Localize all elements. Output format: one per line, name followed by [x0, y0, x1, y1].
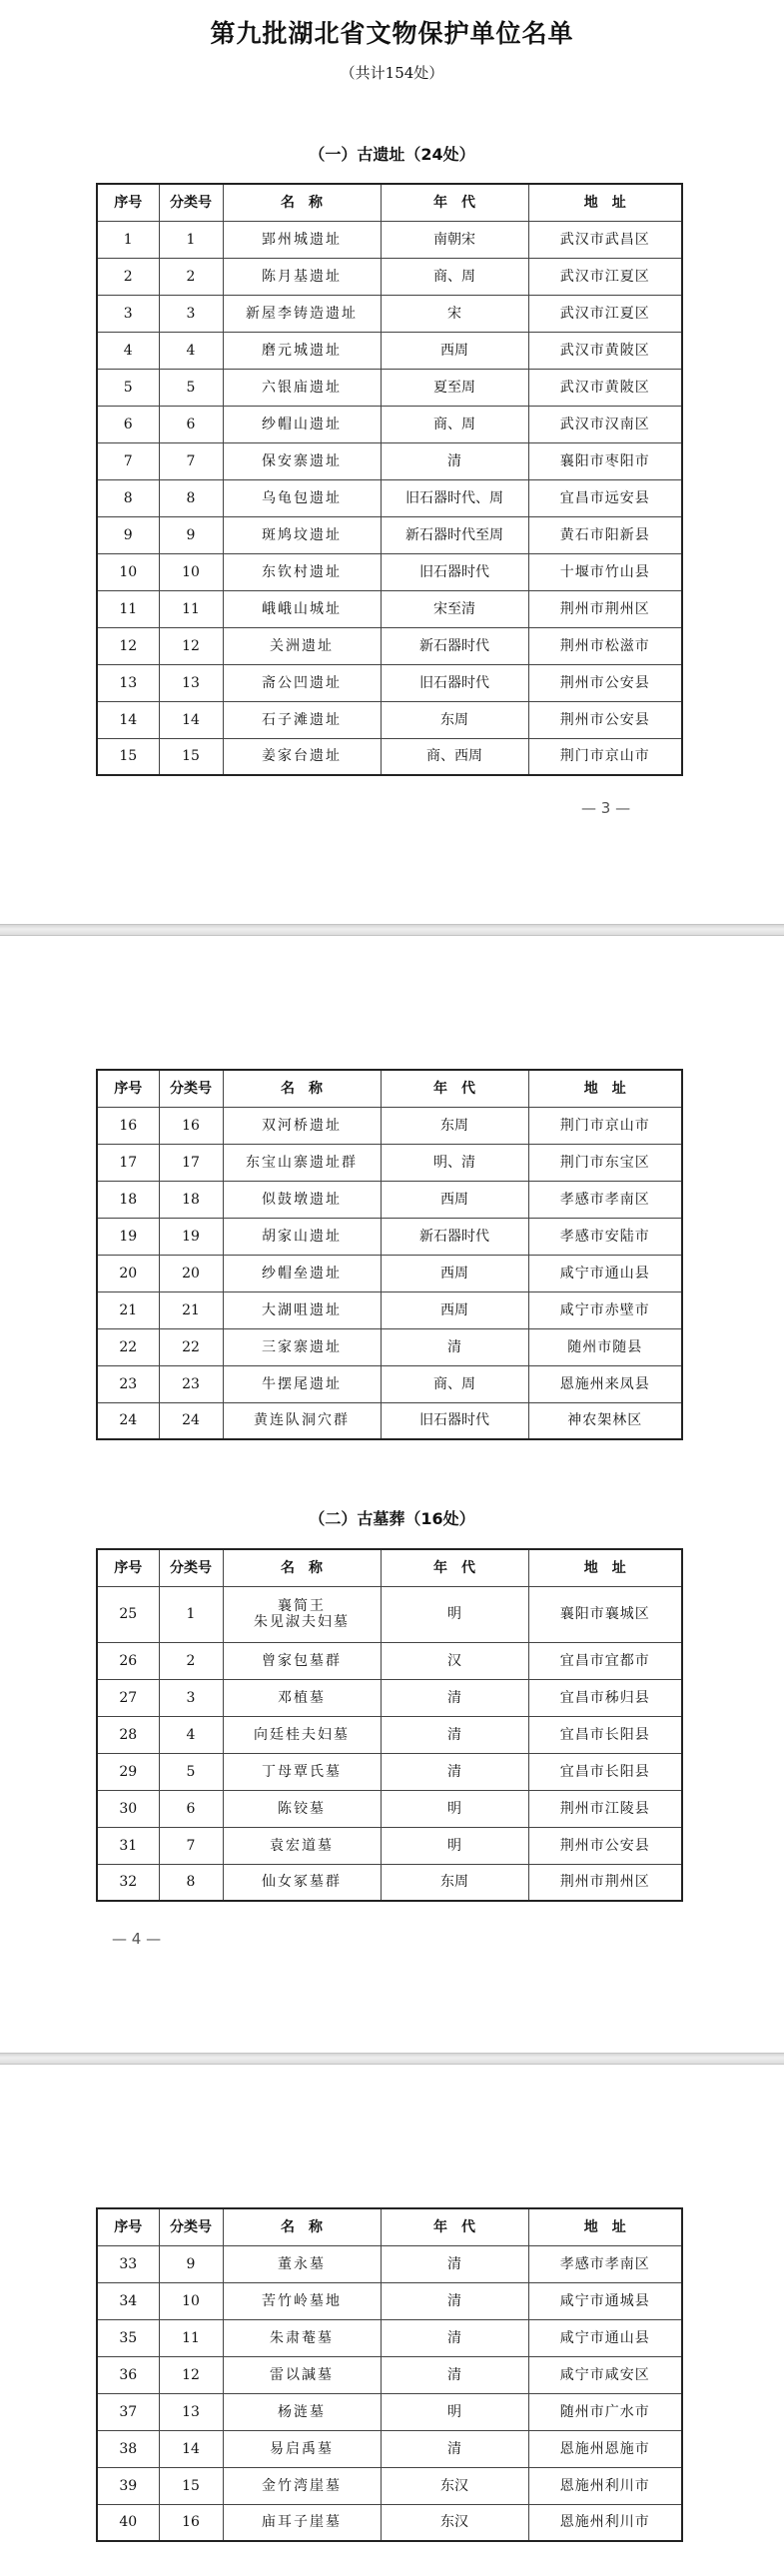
name-cell: 大湖咀遗址	[223, 1291, 381, 1328]
name-cell: 三家寨遗址	[223, 1328, 381, 1365]
class-cell: 5	[159, 369, 223, 406]
table-row	[97, 1291, 682, 1328]
era-cell: 商、周	[381, 406, 528, 442]
name-cell: 苦竹岭墓地	[223, 2282, 381, 2319]
location-cell: 荆州市江陵县	[528, 1790, 682, 1827]
location-cell: 恩施州恩施市	[528, 2430, 682, 2467]
name-cell: 保安寨遗址	[223, 442, 381, 479]
location-cell: 咸宁市赤壁市	[528, 1291, 682, 1328]
class-cell: 16	[159, 1107, 223, 1144]
name-col-header: 名 称	[223, 184, 381, 221]
name-col-header: 名 称	[223, 2208, 381, 2245]
era-cell: 东周	[381, 701, 528, 738]
table-row	[97, 1827, 682, 1864]
seq-cell: 1	[97, 221, 159, 258]
class-cell: 6	[159, 406, 223, 442]
document-title: 第九批湖北省文物保护单位名单	[210, 19, 574, 48]
location-col-header: 地 址	[528, 2208, 682, 2245]
era-cell: 西周	[381, 332, 528, 369]
table-row	[97, 1402, 682, 1439]
name-cell: 东钦村遗址	[223, 553, 381, 590]
document-subtitle: （共计154处）	[340, 64, 444, 82]
era-cell: 东汉	[381, 2467, 528, 2504]
seq-cell: 11	[97, 590, 159, 627]
location-cell: 荆州市松滋市	[528, 627, 682, 664]
name-cell: 仙女冢墓群	[223, 1864, 381, 1901]
table-row	[97, 1716, 682, 1753]
seq-cell: 19	[97, 1218, 159, 1255]
seq-cell: 35	[97, 2319, 159, 2356]
table-row	[97, 516, 682, 553]
location-col-header: 地 址	[528, 1070, 682, 1107]
class-col-header: 分类号	[159, 2208, 223, 2245]
location-cell: 荆州市公安县	[528, 1827, 682, 1864]
class-cell: 17	[159, 1144, 223, 1181]
seq-col-header: 序号	[97, 2208, 159, 2245]
class-cell: 8	[159, 1864, 223, 1901]
name-cell: 朱肃菴墓	[223, 2319, 381, 2356]
name-cell: 曾家包墓群	[223, 1642, 381, 1679]
table-row	[97, 1790, 682, 1827]
class-cell: 2	[159, 1642, 223, 1679]
name-cell: 袁宏道墓	[223, 1827, 381, 1864]
era-cell: 清	[381, 442, 528, 479]
class-cell: 10	[159, 553, 223, 590]
era-cell: 商、西周	[381, 738, 528, 775]
table-row	[97, 1586, 682, 1642]
seq-cell: 31	[97, 1827, 159, 1864]
seq-cell: 26	[97, 1642, 159, 1679]
class-cell: 13	[159, 664, 223, 701]
name-cell: 襄简王 朱见淑夫妇墓	[223, 1586, 381, 1642]
seq-cell: 5	[97, 369, 159, 406]
table-row	[97, 258, 682, 295]
class-cell: 15	[159, 2467, 223, 2504]
location-cell: 宜昌市秭归县	[528, 1679, 682, 1716]
name-cell: 乌龟包遗址	[223, 479, 381, 516]
table-row	[97, 1144, 682, 1181]
class-cell: 12	[159, 627, 223, 664]
class-cell: 16	[159, 2504, 223, 2541]
table-header-row	[97, 1070, 682, 1107]
era-cell: 旧石器时代、周	[381, 479, 528, 516]
table-row	[97, 738, 682, 775]
era-cell: 商、周	[381, 258, 528, 295]
table-row	[97, 627, 682, 664]
seq-cell: 40	[97, 2504, 159, 2541]
name-cell: 雷以諴墓	[223, 2356, 381, 2393]
era-cell: 明	[381, 1586, 528, 1642]
table-row	[97, 2393, 682, 2430]
era-cell: 清	[381, 2430, 528, 2467]
era-cell: 西周	[381, 1291, 528, 1328]
era-cell: 汉	[381, 1642, 528, 1679]
table-row	[97, 1328, 682, 1365]
era-cell: 清	[381, 1716, 528, 1753]
name-cell: 峨峨山城址	[223, 590, 381, 627]
name-cell: 东宝山寨遗址群	[223, 1144, 381, 1181]
class-cell: 1	[159, 221, 223, 258]
era-cell: 清	[381, 2282, 528, 2319]
location-cell: 随州市广水市	[528, 2393, 682, 2430]
table-row	[97, 2356, 682, 2393]
name-cell: 董永墓	[223, 2245, 381, 2282]
era-cell: 新石器时代至周	[381, 516, 528, 553]
table-row	[97, 295, 682, 332]
seq-cell: 30	[97, 1790, 159, 1827]
name-cell: 金竹湾崖墓	[223, 2467, 381, 2504]
location-col-header: 地 址	[528, 1549, 682, 1586]
location-cell: 恩施州利川市	[528, 2504, 682, 2541]
tombs-table-part1	[96, 1548, 683, 1902]
class-cell: 24	[159, 1402, 223, 1439]
seq-cell: 9	[97, 516, 159, 553]
seq-col-header: 序号	[97, 184, 159, 221]
seq-cell: 2	[97, 258, 159, 295]
class-cell: 9	[159, 516, 223, 553]
name-cell: 斋公凹遗址	[223, 664, 381, 701]
name-cell: 陈月基遗址	[223, 258, 381, 295]
location-cell: 宜昌市长阳县	[528, 1716, 682, 1753]
location-cell: 神农架林区	[528, 1402, 682, 1439]
location-cell: 武汉市汉南区	[528, 406, 682, 442]
table-row	[97, 1642, 682, 1679]
location-cell: 咸宁市通城县	[528, 2282, 682, 2319]
location-cell: 黄石市阳新县	[528, 516, 682, 553]
seq-cell: 7	[97, 442, 159, 479]
table-row	[97, 1107, 682, 1144]
seq-cell: 20	[97, 1255, 159, 1291]
name-cell: 新屋李铸造遗址	[223, 295, 381, 332]
seq-cell: 18	[97, 1181, 159, 1218]
table-row	[97, 2430, 682, 2467]
class-col-header: 分类号	[159, 1549, 223, 1586]
name-cell: 关洲遗址	[223, 627, 381, 664]
name-cell: 陈铰墓	[223, 1790, 381, 1827]
location-cell: 武汉市江夏区	[528, 295, 682, 332]
class-cell: 20	[159, 1255, 223, 1291]
location-cell: 襄阳市枣阳市	[528, 442, 682, 479]
era-cell: 清	[381, 1679, 528, 1716]
era-col-header: 年 代	[381, 184, 528, 221]
era-cell: 宋至清	[381, 590, 528, 627]
era-cell: 宋	[381, 295, 528, 332]
location-cell: 十堰市竹山县	[528, 553, 682, 590]
era-col-header: 年 代	[381, 1070, 528, 1107]
location-cell: 荆门市京山市	[528, 738, 682, 775]
class-cell: 4	[159, 1716, 223, 1753]
class-cell: 6	[159, 1790, 223, 1827]
seq-cell: 4	[97, 332, 159, 369]
location-cell: 咸宁市通山县	[528, 1255, 682, 1291]
seq-col-header: 序号	[97, 1070, 159, 1107]
table-row	[97, 221, 682, 258]
name-cell: 斑鸠坟遗址	[223, 516, 381, 553]
era-col-header: 年 代	[381, 1549, 528, 1586]
class-col-header: 分类号	[159, 1070, 223, 1107]
class-cell: 13	[159, 2393, 223, 2430]
location-cell: 荆州市公安县	[528, 664, 682, 701]
class-cell: 19	[159, 1218, 223, 1255]
seq-cell: 12	[97, 627, 159, 664]
table-row	[97, 2319, 682, 2356]
seq-col-header: 序号	[97, 1549, 159, 1586]
table-row	[97, 1753, 682, 1790]
era-cell: 清	[381, 2245, 528, 2282]
page-1	[0, 0, 784, 924]
seq-cell: 22	[97, 1328, 159, 1365]
name-cell: 石子滩遗址	[223, 701, 381, 738]
location-cell: 孝感市孝南区	[528, 1181, 682, 1218]
era-cell: 清	[381, 2319, 528, 2356]
class-cell: 14	[159, 2430, 223, 2467]
name-cell: 似鼓墩遗址	[223, 1181, 381, 1218]
name-cell: 庙耳子崖墓	[223, 2504, 381, 2541]
table-row	[97, 1255, 682, 1291]
location-cell: 恩施州利川市	[528, 2467, 682, 2504]
class-cell: 1	[159, 1586, 223, 1642]
location-cell: 武汉市黄陂区	[528, 369, 682, 406]
seq-cell: 21	[97, 1291, 159, 1328]
seq-cell: 25	[97, 1586, 159, 1642]
location-cell: 恩施州来凤县	[528, 1365, 682, 1402]
class-cell: 8	[159, 479, 223, 516]
table-row	[97, 2282, 682, 2319]
table-header-row	[97, 2208, 682, 2245]
seq-cell: 24	[97, 1402, 159, 1439]
era-cell: 清	[381, 1328, 528, 1365]
era-col-header: 年 代	[381, 2208, 528, 2245]
table-row	[97, 2467, 682, 2504]
era-cell: 西周	[381, 1181, 528, 1218]
location-cell: 荆州市荆州区	[528, 590, 682, 627]
location-cell: 咸宁市通山县	[528, 2319, 682, 2356]
seq-cell: 8	[97, 479, 159, 516]
name-cell: 郢州城遗址	[223, 221, 381, 258]
class-cell: 10	[159, 2282, 223, 2319]
location-cell: 荆门市东宝区	[528, 1144, 682, 1181]
table-row	[97, 590, 682, 627]
location-col-header: 地 址	[528, 184, 682, 221]
table-row	[97, 2504, 682, 2541]
location-cell: 武汉市武昌区	[528, 221, 682, 258]
table-row	[97, 479, 682, 516]
era-cell: 旧石器时代	[381, 664, 528, 701]
seq-cell: 10	[97, 553, 159, 590]
class-cell: 3	[159, 295, 223, 332]
name-cell: 姜家台遗址	[223, 738, 381, 775]
seq-cell: 34	[97, 2282, 159, 2319]
name-cell: 杨涟墓	[223, 2393, 381, 2430]
location-cell: 武汉市黄陂区	[528, 332, 682, 369]
seq-cell: 38	[97, 2430, 159, 2467]
seq-cell: 32	[97, 1864, 159, 1901]
seq-cell: 14	[97, 701, 159, 738]
table-row	[97, 442, 682, 479]
class-cell: 7	[159, 442, 223, 479]
era-cell: 南朝宋	[381, 221, 528, 258]
era-cell: 东周	[381, 1107, 528, 1144]
table-row	[97, 1218, 682, 1255]
name-cell: 双河桥遗址	[223, 1107, 381, 1144]
table-row	[97, 406, 682, 442]
seq-cell: 23	[97, 1365, 159, 1402]
page-separator	[0, 2053, 784, 2065]
era-cell: 东周	[381, 1864, 528, 1901]
era-cell: 夏至周	[381, 369, 528, 406]
class-cell: 11	[159, 590, 223, 627]
class-cell: 9	[159, 2245, 223, 2282]
table-row	[97, 1679, 682, 1716]
seq-cell: 16	[97, 1107, 159, 1144]
location-cell: 荆州市公安县	[528, 701, 682, 738]
era-cell: 清	[381, 1753, 528, 1790]
seq-cell: 36	[97, 2356, 159, 2393]
table-row	[97, 332, 682, 369]
seq-cell: 6	[97, 406, 159, 442]
location-cell: 咸宁市咸安区	[528, 2356, 682, 2393]
table-row	[97, 1864, 682, 1901]
class-cell: 22	[159, 1328, 223, 1365]
class-cell: 23	[159, 1365, 223, 1402]
name-col-header: 名 称	[223, 1070, 381, 1107]
class-cell: 5	[159, 1753, 223, 1790]
class-cell: 2	[159, 258, 223, 295]
class-cell: 21	[159, 1291, 223, 1328]
seq-cell: 13	[97, 664, 159, 701]
era-cell: 清	[381, 2356, 528, 2393]
table-header-row	[97, 1549, 682, 1586]
class-cell: 18	[159, 1181, 223, 1218]
seq-cell: 28	[97, 1716, 159, 1753]
seq-cell: 17	[97, 1144, 159, 1181]
era-cell: 明、清	[381, 1144, 528, 1181]
location-cell: 宜昌市长阳县	[528, 1753, 682, 1790]
name-cell: 易启禹墓	[223, 2430, 381, 2467]
seq-cell: 3	[97, 295, 159, 332]
class-col-header: 分类号	[159, 184, 223, 221]
location-cell: 武汉市江夏区	[528, 258, 682, 295]
class-cell: 11	[159, 2319, 223, 2356]
name-cell: 胡家山遗址	[223, 1218, 381, 1255]
page-separator	[0, 924, 784, 936]
era-cell: 明	[381, 1827, 528, 1864]
era-cell: 西周	[381, 1255, 528, 1291]
name-cell: 纱帽山遗址	[223, 406, 381, 442]
table-row	[97, 664, 682, 701]
seq-cell: 27	[97, 1679, 159, 1716]
section-heading-tombs: （二）古墓葬（16处）	[309, 1509, 475, 1528]
sites-table-part1	[96, 183, 683, 776]
class-cell: 15	[159, 738, 223, 775]
location-cell: 荆州市荆州区	[528, 1864, 682, 1901]
section-heading-sites: （一）古遗址（24处）	[309, 145, 475, 164]
era-cell: 新石器时代	[381, 627, 528, 664]
name-cell: 六银庙遗址	[223, 369, 381, 406]
era-cell: 东汉	[381, 2504, 528, 2541]
era-cell: 商、周	[381, 1365, 528, 1402]
table-row	[97, 1181, 682, 1218]
name-cell: 牛摆尾遗址	[223, 1365, 381, 1402]
class-cell: 7	[159, 1827, 223, 1864]
class-cell: 12	[159, 2356, 223, 2393]
name-cell: 磨元城遗址	[223, 332, 381, 369]
name-cell: 纱帽垒遗址	[223, 1255, 381, 1291]
tombs-table-part2	[96, 2207, 683, 2542]
class-cell: 3	[159, 1679, 223, 1716]
location-cell: 孝感市孝南区	[528, 2245, 682, 2282]
name-cell: 黄连队洞穴群	[223, 1402, 381, 1439]
era-cell: 明	[381, 1790, 528, 1827]
table-row	[97, 553, 682, 590]
class-cell: 14	[159, 701, 223, 738]
class-cell: 4	[159, 332, 223, 369]
location-cell: 孝感市安陆市	[528, 1218, 682, 1255]
era-cell: 明	[381, 2393, 528, 2430]
era-cell: 旧石器时代	[381, 1402, 528, 1439]
table-row	[97, 2245, 682, 2282]
name-cell: 向廷桂夫妇墓	[223, 1716, 381, 1753]
name-cell: 邓植墓	[223, 1679, 381, 1716]
seq-cell: 37	[97, 2393, 159, 2430]
table-header-row	[97, 184, 682, 221]
era-cell: 旧石器时代	[381, 553, 528, 590]
seq-cell: 29	[97, 1753, 159, 1790]
location-cell: 随州市随县	[528, 1328, 682, 1365]
table-row	[97, 1365, 682, 1402]
location-cell: 荆门市京山市	[528, 1107, 682, 1144]
page-number: — 4 —	[112, 1930, 162, 1948]
name-col-header: 名 称	[223, 1549, 381, 1586]
table-row	[97, 701, 682, 738]
table-row	[97, 369, 682, 406]
seq-cell: 39	[97, 2467, 159, 2504]
location-cell: 宜昌市远安县	[528, 479, 682, 516]
seq-cell: 33	[97, 2245, 159, 2282]
name-cell: 丁母覃氏墓	[223, 1753, 381, 1790]
era-cell: 新石器时代	[381, 1218, 528, 1255]
sites-table-part2	[96, 1069, 683, 1440]
page-number: — 3 —	[581, 799, 631, 817]
location-cell: 宜昌市宜都市	[528, 1642, 682, 1679]
location-cell: 襄阳市襄城区	[528, 1586, 682, 1642]
seq-cell: 15	[97, 738, 159, 775]
